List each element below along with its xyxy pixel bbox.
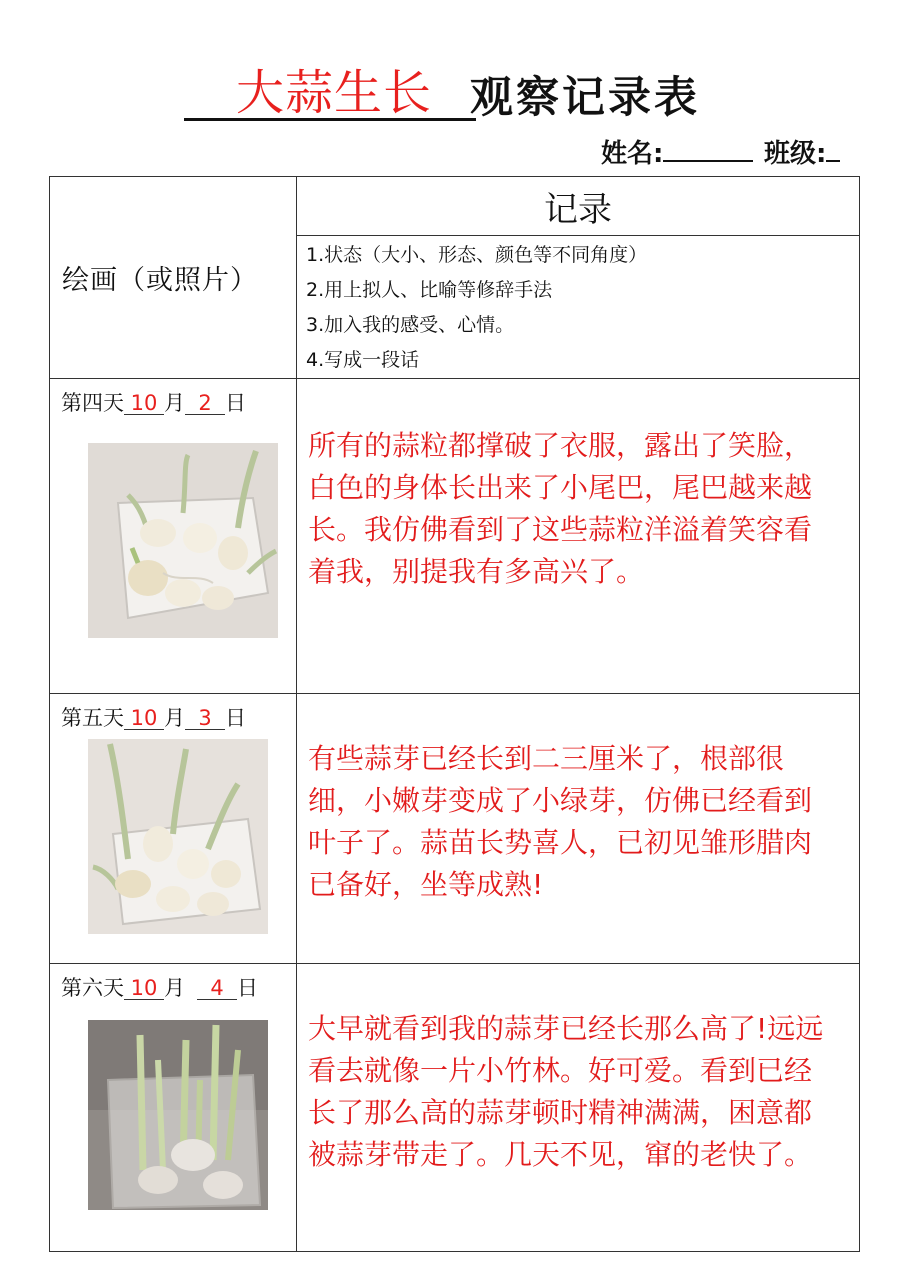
garlic-photo bbox=[88, 739, 268, 934]
month-value: 10 bbox=[124, 977, 164, 1000]
day-name: 第四天 bbox=[61, 391, 124, 415]
garlic-photo bbox=[88, 443, 278, 638]
drawing-header-cell bbox=[50, 177, 297, 379]
record-text: 大早就看到我的蒜芽已经长那么高了!远远看去就像一片小竹林。好可爱。看到已经长了那么高的蒜芽顿时精神满满，困意都被蒜芽带走了。几天不见，窜的老快了。 bbox=[308, 1012, 824, 1171]
date-value: 2 bbox=[185, 392, 225, 415]
observation-table bbox=[49, 176, 860, 1252]
record-cell bbox=[297, 694, 860, 964]
month-unit: 月 bbox=[164, 391, 185, 415]
date-unit: 日 bbox=[225, 706, 246, 730]
name-blank[interactable] bbox=[663, 138, 753, 162]
photo-cell bbox=[50, 379, 297, 694]
day-label bbox=[50, 964, 296, 1002]
record-text: 有些蒜芽已经长到二三厘米了，根部很细，小嫩芽变成了小绿芽，仿佛已经看到叶子了。蒜苗长势喜人，已初见雏形腊肉已备好，坐等成熟! bbox=[308, 742, 813, 901]
day-label bbox=[50, 694, 296, 732]
name-field bbox=[601, 133, 753, 170]
day-name: 第六天 bbox=[61, 976, 124, 1000]
record-cell bbox=[297, 379, 860, 694]
photo-cell bbox=[50, 694, 297, 964]
record-header: 记录 bbox=[544, 189, 612, 230]
day-label bbox=[50, 379, 296, 417]
date-unit: 日 bbox=[225, 391, 246, 415]
requirement-item: 3.加入我的感受、心情。 bbox=[306, 314, 515, 336]
requirement-item: 4.写成一段话 bbox=[306, 349, 420, 371]
garlic-photo bbox=[88, 1020, 268, 1210]
requirements-cell bbox=[297, 236, 860, 379]
date-value: 4 bbox=[197, 977, 237, 1000]
photo-cell bbox=[50, 964, 297, 1252]
month-value: 10 bbox=[124, 707, 164, 730]
class-blank[interactable] bbox=[826, 138, 840, 162]
drawing-header: 绘画（或照片） bbox=[62, 265, 258, 296]
title-block bbox=[0, 48, 905, 128]
table-row bbox=[50, 964, 860, 1252]
table-row bbox=[50, 694, 860, 964]
date-unit: 日 bbox=[237, 976, 258, 1000]
record-cell bbox=[297, 964, 860, 1252]
class-label: 班级: bbox=[764, 139, 827, 169]
table-row bbox=[50, 379, 860, 694]
month-value: 10 bbox=[124, 392, 164, 415]
requirement-item: 1.状态（大小、形态、颜色等不同角度） bbox=[306, 244, 648, 266]
month-unit: 月 bbox=[164, 976, 185, 1000]
day-name: 第五天 bbox=[61, 706, 124, 730]
requirements-list bbox=[297, 236, 859, 378]
month-unit: 月 bbox=[164, 706, 185, 730]
title-subject: 大蒜生长 bbox=[236, 65, 433, 121]
requirement-item: 2.用上拟人、比喻等修辞手法 bbox=[306, 279, 553, 301]
name-label: 姓名: bbox=[601, 139, 664, 169]
date-value: 3 bbox=[185, 707, 225, 730]
record-header-cell bbox=[297, 177, 860, 236]
record-text: 所有的蒜粒都撑破了衣服，露出了笑脸，白色的身体长出来了小尾巴，尾巴越来越长。我仿佛看到了这些蒜粒洋溢着笑容看着我，别提我有多高兴了。 bbox=[308, 429, 813, 588]
title-suffix: 观察记录表 bbox=[470, 73, 700, 123]
class-field bbox=[764, 133, 840, 170]
